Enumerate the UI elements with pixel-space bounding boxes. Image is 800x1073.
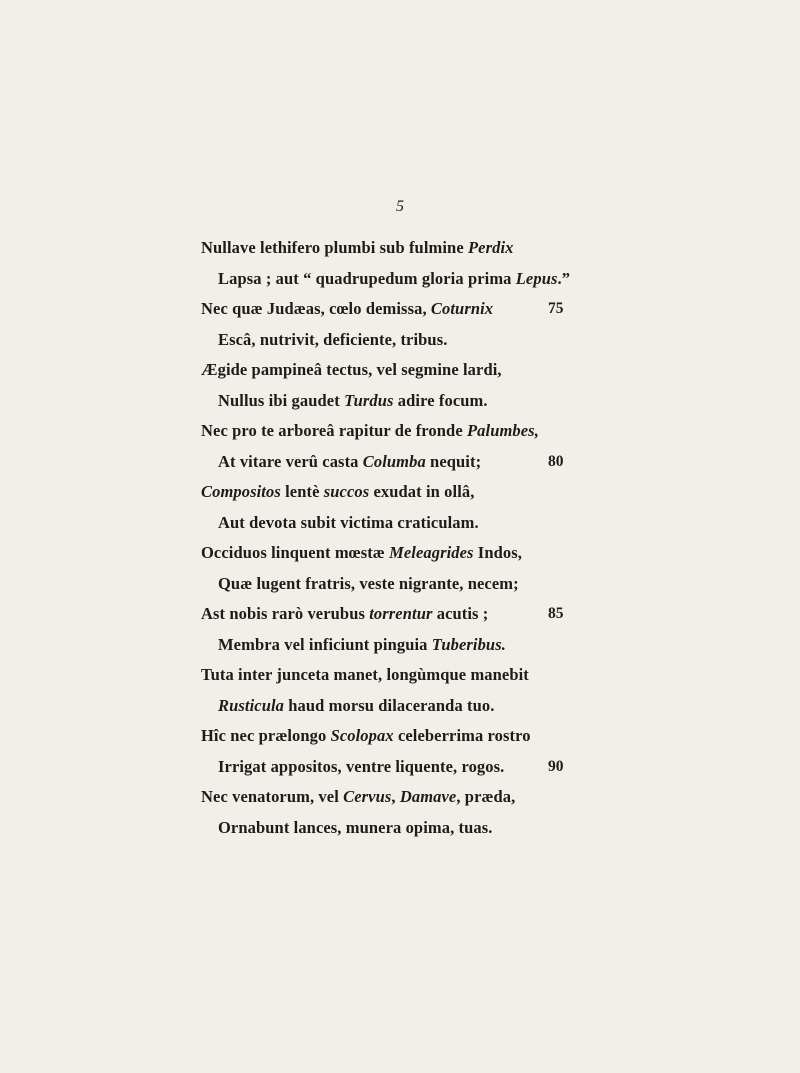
verse-text: celeberrima rostro (393, 726, 531, 745)
italic-term: succos (323, 482, 370, 501)
verse-text: Ægide pampineâ tectus, vel segmine lardi, (201, 360, 502, 379)
italic-term: Damave (399, 787, 457, 806)
verse-line (218, 757, 504, 777)
verse-text: Irrigat appositos, ventre liquente, rogos. (218, 756, 505, 776)
verse-line (218, 696, 494, 716)
line-number: 85 (548, 605, 564, 622)
page-number: 5 (396, 198, 404, 215)
verse-text: lentè (280, 482, 324, 501)
verse-text: Nullave lethifero plumbi sub fulmine (201, 238, 468, 257)
verse-line (218, 818, 493, 838)
verse-line (218, 269, 570, 289)
verse-line (218, 574, 519, 594)
verse-text: , (391, 787, 400, 806)
verse-text: Hîc nec prælongo (201, 726, 331, 745)
italic-term: Palumbes, (466, 421, 539, 440)
verse-line (218, 452, 481, 472)
verse-line (218, 635, 506, 655)
verse-text: Ornabunt lances, munera opima, tuas. (218, 817, 493, 837)
verse-text: Ast nobis rarò verubus (201, 604, 370, 623)
line-number: 90 (548, 757, 564, 775)
verse-line (201, 299, 493, 319)
verse-line (201, 787, 515, 807)
verse-text: nequit; (425, 451, 482, 471)
verse-line (218, 391, 488, 411)
verse-text: At vitare verû casta (218, 451, 363, 471)
verse-line (201, 604, 488, 624)
verse-text: haud morsu dilaceranda tuo. (284, 695, 495, 715)
italic-term: Coturnix (430, 299, 494, 318)
italic-term: Cervus (343, 787, 392, 806)
verse-text: Escâ, nutrivit, deficiente, tribus. (218, 329, 448, 349)
verse-line (201, 238, 513, 258)
verse-line (201, 421, 539, 441)
verse-text: exudat in ollâ, (369, 482, 475, 501)
verse-text: Nec venatorum, vel (201, 787, 344, 806)
verse-line (201, 543, 522, 563)
italic-term: Tuberibus. (431, 634, 506, 654)
verse-text: Nec pro te arboreâ rapitur de fronde (201, 421, 467, 440)
italic-term: Turdus (344, 390, 394, 410)
verse-text: Aut devota subit victima craticulam. (218, 512, 479, 532)
italic-term: Meleagrides (389, 543, 474, 562)
verse-text: Indos, (473, 543, 522, 562)
verse-line (201, 726, 531, 746)
verse-text: .” (557, 268, 571, 288)
line-number: 80 (548, 452, 564, 470)
italic-term: torrentur (369, 604, 433, 623)
italic-term: Lepus (515, 268, 558, 288)
verse-text: adire focum. (393, 390, 488, 410)
verse-text: Occiduos linquent mœstæ (201, 543, 390, 562)
verse-text: Tuta inter junceta manet, longùmque manebit (201, 665, 529, 684)
verse-text: Nullus ibi gaudet (218, 390, 345, 410)
verse-line (201, 665, 529, 685)
verse-text: Membra vel inficiunt pinguia (218, 634, 432, 654)
italic-term: Scolopax (330, 726, 394, 745)
line-number: 75 (548, 300, 564, 317)
verse-line (201, 482, 474, 502)
italic-term: Perdix (467, 238, 514, 257)
italic-term: Columba (362, 451, 426, 471)
verse-line (218, 513, 479, 533)
verse-text: Nec quæ Judæas, cœlo demissa, (201, 299, 431, 318)
verse-line (201, 360, 502, 380)
verse-text: Quæ lugent fratris, veste nigrante, necem; (218, 573, 519, 593)
verse-text: acutis ; (432, 604, 489, 623)
verse-text: , præda, (456, 787, 516, 806)
italic-term: Compositos (201, 482, 281, 501)
italic-term: Rusticula (218, 695, 285, 715)
verse-line (218, 330, 447, 350)
verse-text: Lapsa ; aut “ quadrupedum gloria prima (218, 268, 516, 288)
